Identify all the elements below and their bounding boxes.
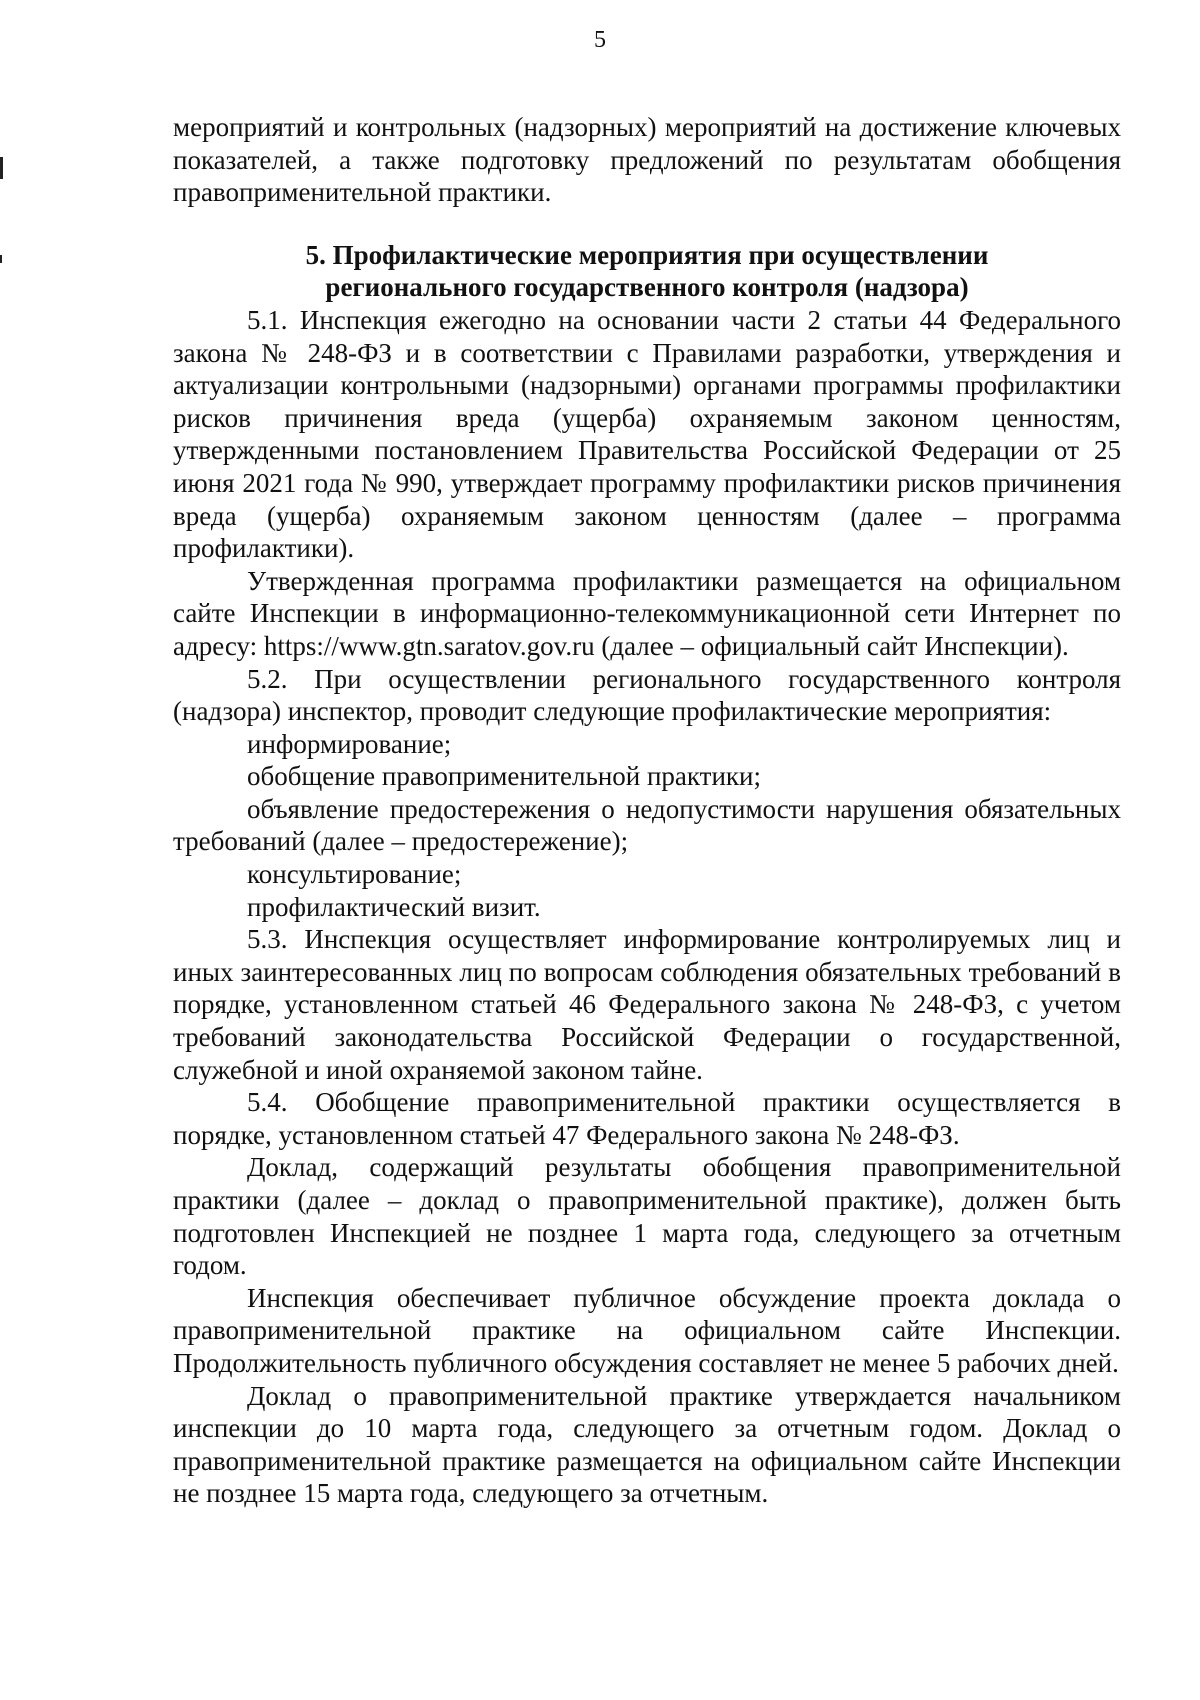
document-body (173, 111, 1121, 1510)
section-heading-line: регионального государственного контроля (надзора) (325, 272, 969, 303)
list-item: объявление предостережения о недопустимости нарушения обязательных требований (далее – предостережение); (173, 793, 1121, 857)
paragraph-program-publication: Утвержденная программа профилактики размещается на официальном сайте Инспекции в информационно-телекоммуникационной сети Интернет по адресу: https://www.gtn.saratov.gov.ru (далее – официальный сайт Инспекции). (173, 565, 1121, 661)
paragraph-5-2: 5.2. При осуществлении регионального государственного контроля (надзора) инспектор, проводит следующие профилактические мероприятия: (173, 663, 1121, 727)
paragraph-continuation: мероприятий и контрольных (надзорных) мероприятий на достижение ключевых показателей, а также подготовку предложений по результатам обобщения правоприменительной практики. (173, 112, 1121, 208)
scan-margin-mark (0, 157, 3, 179)
paragraph-report-approval: Доклад о правоприменительной практике утверждается начальником инспекции до 10 марта года, следующего за отчетным годом. Доклад о правоприменительной практике размещается на официальном сайте Инспекции не позднее 15 марта года, следующего за отчетным. (173, 1380, 1121, 1509)
scan-margin-mark (0, 255, 2, 263)
list-item: консультирование; (247, 859, 462, 890)
section-heading-line: 5. Профилактические мероприятия при осуществлении (305, 239, 989, 270)
list-item: информирование; (247, 728, 452, 759)
paragraph-5-1: 5.1. Инспекция ежегодно на основании части 2 статьи 44 Федерального закона № 248-ФЗ и в соответствии с Правилами разработки, утверждения и актуализации контрольными (надзорными) органами программы профилактики рисков причинения вреда (ущерба) охраняемым законом ценностям, утвержденными постановлением Правительства Российской Федерации от 25 июня 2021 года № 990, утверждает программу профилактики рисков причинения вреда (ущерба) охраняемым законом ценностям (далее – программа профилактики). (173, 304, 1121, 564)
section-heading (173, 239, 1121, 304)
paragraph-5-3: 5.3. Инспекция осуществляет информирование контролируемых лиц и иных заинтересованных лиц по вопросам соблюдения обязательных требований в порядке, установленном статьей 46 Федерального закона № 248-ФЗ, с учетом требований законодательства Российской Федерации о государственной, служебной и иной охраняемой законом тайне. (173, 924, 1121, 1085)
paragraph-public-discussion: Инспекция обеспечивает публичное обсуждение проекта доклада о правоприменительной практике на официальном сайте Инспекции. Продолжительность публичного обсуждения составляет не менее 5 рабочих дней. (173, 1282, 1121, 1378)
list-item: обобщение правоприменительной практики; (247, 761, 761, 792)
paragraph-5-4: 5.4. Обобщение правоприменительной практики осуществляется в порядке, установленном статьей 47 Федерального закона № 248-ФЗ. (173, 1087, 1121, 1150)
paragraph-report-deadline: Доклад, содержащий результаты обобщения правоприменительной практики (далее – доклад о правоприменительной практике), должен быть подготовлен Инспекцией не позднее 1 марта года, следующего за отчетным годом. (173, 1152, 1121, 1281)
page-number: 5 (594, 27, 606, 53)
list-item: профилактический визит. (247, 891, 541, 922)
